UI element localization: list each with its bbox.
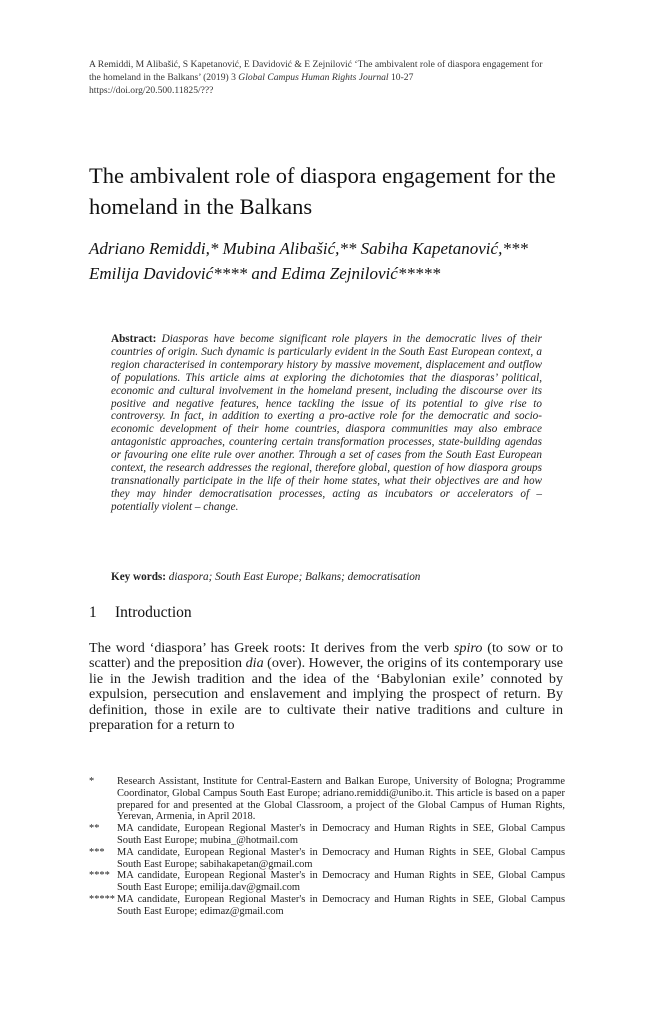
intro-text-3: (over). However, the origins of its contemporary use lie in the Jewish tradition and the idea of the ‘Babylonian exile’ connoted by expulsion, persecution and enslavement and implying the prospect of return. By definition, those in exile are to cultivate their native traditions and culture in preparation for a return to	[89, 655, 564, 734]
journal-name: Global Campus Human Rights Journal	[238, 72, 389, 83]
intro-text-2: (to sow or to scatter) and the preposition	[89, 640, 563, 672]
keywords	[111, 570, 542, 584]
keywords-label: Key words:	[111, 571, 166, 583]
footnote	[89, 870, 565, 894]
abstract-text: Diasporas have become significant role players in the democratic lives of their countries of origin. Such dynamic is particularly evident in the South East European context, a region characterised in contemporary history by massive movement, displacement and outflow of populations. This article aims at exploring the dichotomies that the diasporas’ political, economic and cultural involvement in the homeland present, including the discourse over its positive and negative features, hence tackling the issue of its potential to give rise to controversy. In fact, in addition to exerting a pro-active role for the democratic and socio-economic development of their home countries, diaspora communities may also embrace antagonistic approaches, countering certain transformation processes, state-building agendas or favouring one elite rule over another. Through a set of cases from the South East European context, the research addresses the regional, therefore global, question of how diaspora groups transnationally participate in the life of their home states, what their objectives are and how they may hinder democratisation processes, acting as incubators or accelerators of – potentially violent – change.	[111, 333, 542, 513]
footnote-text: Research Assistant, Institute for Central-Eastern and Balkan Europe, University of Bologna; Programme Coordinator, Global Campus South East Europe; adriano.remiddi@unibo.it. This article is based on a paper prepared for and presented at the Global Classroom, a project of the Global Campus of Human Rights, Yerevan, Armenia, in April 2018.	[117, 776, 565, 823]
citation-header	[89, 58, 549, 97]
abstract	[111, 333, 542, 514]
doi-link[interactable]: https://doi.org/20.500.11825/???	[89, 85, 214, 96]
article-title: The ambivalent role of diaspora engagement for the homeland in the Balkans	[89, 163, 556, 219]
intro-text-1: The word ‘diaspora’ has Greek roots: It derives from the verb	[89, 640, 454, 656]
intro-term-spiro: spiro	[453, 640, 483, 656]
footnote-text: MA candidate, European Regional Master's in Democracy and Human Rights in SEE, Global Campus South East Europe; edimaz@gmail.com	[117, 893, 565, 917]
footnote-text: MA candidate, European Regional Master's in Democracy and Human Rights in SEE, Global Campus South East Europe; mubina_@hotmail.com	[117, 823, 565, 846]
intro-paragraph	[89, 641, 563, 733]
footnote	[89, 823, 565, 847]
footnote-mark: ***	[89, 846, 105, 858]
abstract-label: Abstract:	[111, 333, 157, 345]
footnote-mark: *****	[89, 893, 115, 905]
citation-pages: 10-27	[388, 72, 414, 83]
footnote-mark: **	[89, 823, 100, 835]
footnote-mark: *	[89, 776, 95, 787]
section-number: 1	[89, 604, 97, 621]
section-title: Introduction	[115, 604, 192, 621]
footnote	[89, 894, 565, 918]
keywords-text: diaspora; South East Europe; Balkans; democratisation	[168, 571, 421, 583]
section-heading	[89, 603, 192, 623]
footnote	[89, 776, 565, 823]
footnotes	[89, 776, 565, 918]
footnote-text: MA candidate, European Regional Master's in Democracy and Human Rights in SEE, Global Campus South East Europe; sabihakapetan@gmail.com	[117, 846, 565, 870]
footnote-text: MA candidate, European Regional Master's in Democracy and Human Rights in SEE, Global Campus South East Europe; emilija.dav@gmail.com	[117, 870, 565, 894]
citation-text: A Remiddi, M Alibašić, S Kapetanović, E Davidović & E Zejnilović ‘The ambivalent role of diaspora engagement for the homeland in the Balkans’ (2019) 3	[89, 59, 543, 83]
author-list: Adriano Remiddi,* Mubina Alibašić,** Sabiha Kapetanović,*** Emilija Davidović**** and Edima Zejnilović*****	[89, 239, 528, 283]
intro-term-dia: dia	[245, 655, 264, 672]
footnote	[89, 847, 565, 871]
footnote-mark: ****	[89, 870, 110, 882]
